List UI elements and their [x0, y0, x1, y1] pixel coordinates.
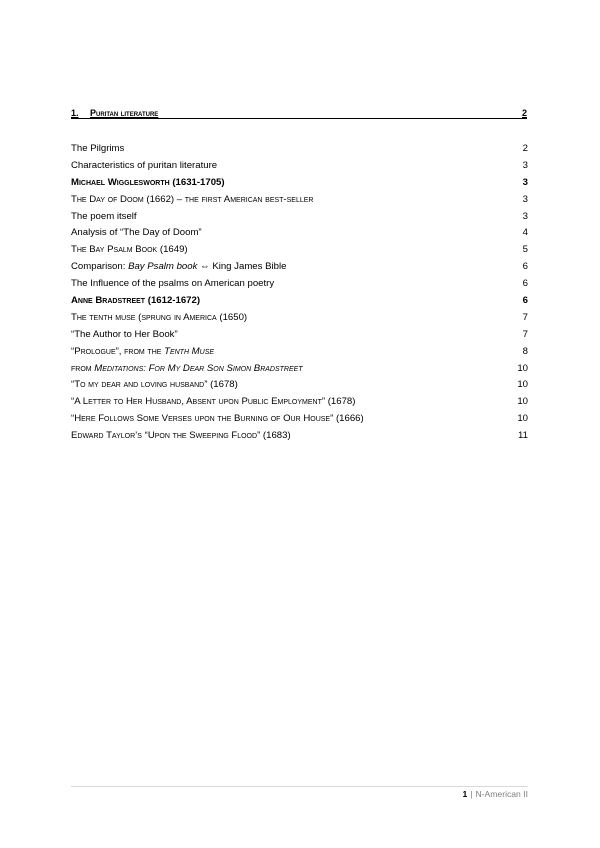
toc-entry-title	[71, 175, 225, 192]
chapter-title: Puritan literature	[90, 108, 159, 118]
toc-entry-page-number: 10	[517, 379, 528, 391]
chapter-number: 1.	[71, 108, 79, 118]
toc-entry-page-number: 3	[522, 193, 528, 205]
toc-entry-title	[71, 276, 274, 293]
toc-entry[interactable]	[71, 344, 528, 361]
toc-entry[interactable]	[71, 141, 528, 158]
toc-entry-page-number: 6	[522, 295, 528, 307]
toc-entry[interactable]	[71, 394, 528, 411]
toc-entry-page-number: 6	[522, 261, 528, 273]
page-footer	[462, 789, 528, 799]
toc-entry-title-part: A Letter to Her Husband, Absent upon Public Employment	[74, 396, 322, 408]
toc-entry-title-part: The poem itself	[71, 210, 137, 222]
toc-entry-title-part: Here Follows Some Verses upon the Burning of Our House	[74, 413, 331, 425]
toc-entry-title	[71, 394, 355, 411]
toc-entry-title-part: The Pilgrims	[71, 143, 125, 154]
toc-entry-title	[71, 344, 214, 361]
toc-entry[interactable]	[71, 361, 528, 378]
toc-entry[interactable]	[71, 276, 528, 293]
toc-entry-title	[71, 411, 364, 428]
toc-entry-title-part: (1662) –	[143, 193, 185, 205]
toc-entry-title	[71, 377, 238, 394]
toc-entry-title-part: “	[71, 396, 75, 408]
toc-entry-title	[71, 259, 286, 276]
toc-entry-page-number: 6	[522, 278, 528, 290]
toc-entry-title	[71, 327, 178, 344]
footer-divider	[71, 786, 528, 787]
toc-entry-title-part: ”,	[115, 345, 125, 357]
toc-entry-title-part: ” (1678)	[321, 396, 356, 408]
toc-entry-title	[71, 158, 217, 175]
toc-entry[interactable]	[71, 293, 528, 310]
toc-entry-title-part: ” (1683)	[257, 430, 291, 442]
toc-entry-title-part: from	[71, 362, 95, 374]
toc-entry-title-part: “	[71, 413, 75, 425]
toc-entry-title-part: (1649)	[157, 244, 188, 256]
toc-entry[interactable]	[71, 192, 528, 209]
toc-entry-title-part: Meditations: For My Dear Son Simon Bradstreet	[94, 362, 303, 374]
toc-entry-title-part: “The Author to Her Book”	[71, 328, 178, 340]
toc-entry-title-part: Upon the Sweeping Flood	[147, 430, 258, 442]
toc-entry[interactable]	[71, 259, 528, 276]
toc-entry-title-part: “	[71, 379, 75, 391]
toc-entry-page-number: 3	[522, 210, 528, 222]
toc-entry-page-number: 4	[522, 227, 528, 239]
toc-entry-title-part: ” (1666)	[330, 413, 364, 425]
toc-entry-title	[71, 293, 200, 310]
toc-entry-title-part: (1612-1672)	[145, 295, 201, 307]
toc-entry-title-part: Comparison:	[71, 261, 129, 273]
toc-entry[interactable]	[71, 411, 528, 428]
toc-entry-title	[71, 141, 124, 158]
toc-entry-title	[71, 225, 202, 242]
footer-course-name: N-American II	[475, 789, 528, 799]
toc-entry-page-number: 10	[517, 413, 528, 425]
toc-entry-page-number: 7	[522, 328, 528, 340]
toc-entry[interactable]	[71, 225, 528, 242]
toc-entry-title-part: the first American best-seller	[184, 193, 314, 205]
toc-entry[interactable]	[71, 428, 528, 445]
toc-entry[interactable]	[71, 209, 528, 226]
toc-entry-title-part: ” (1678)	[204, 379, 238, 391]
toc-entry-title-part: Bay Psalm book	[128, 261, 198, 273]
toc-entry-title-part: ⇔ King James Bible	[197, 261, 287, 273]
toc-entry[interactable]	[71, 242, 528, 259]
toc-entry[interactable]	[71, 175, 528, 192]
toc-entry-title	[71, 361, 303, 378]
toc-entry-title-part: (1631-1705)	[169, 176, 225, 188]
toc-entry-title-part: Edward Taylor’s “	[71, 430, 148, 442]
footer-page-number: 1	[462, 789, 468, 799]
toc-entry-title-part: The Influence of the psalms on American poetry	[71, 278, 275, 290]
toc-entry-page-number: 3	[522, 159, 528, 171]
chapter-page-number: 2	[521, 108, 527, 118]
toc-chapter-heading[interactable]	[71, 108, 527, 119]
toc-entry-page-number: 5	[522, 244, 528, 256]
toc-entry-title-part: Tenth Muse	[164, 345, 215, 357]
toc-entry-title-part: (1650)	[216, 311, 248, 323]
toc-entry-page-number: 3	[522, 176, 528, 188]
table-of-contents	[71, 141, 528, 445]
toc-entry-title	[71, 192, 313, 209]
toc-entry-page-number: 7	[522, 311, 528, 323]
toc-entry-title-part: The Bay Psalm Book	[71, 244, 158, 256]
toc-entry[interactable]	[71, 310, 528, 327]
toc-entry[interactable]	[71, 377, 528, 394]
toc-entry-page-number: 2	[522, 143, 528, 154]
toc-entry-title-part: The Day of Doom	[71, 193, 144, 205]
toc-entry-title-part: “	[71, 345, 75, 357]
toc-entry-title-part: Michael Wigglesworth	[71, 176, 170, 188]
footer-separator: |	[470, 789, 473, 799]
toc-entry-title-part: from the	[124, 345, 165, 357]
toc-entry-title-part: Characteristics of puritan literature	[71, 159, 218, 171]
toc-entry-title-part: Prologue	[74, 345, 116, 357]
toc-entry-title	[71, 242, 188, 259]
toc-entry-title	[71, 428, 291, 445]
toc-entry-title-part: Anne Bradstreet	[71, 295, 146, 307]
toc-entry[interactable]	[71, 158, 528, 175]
toc-entry-title-part: Analysis of “The Day of Doom”	[71, 227, 202, 239]
toc-entry[interactable]	[71, 327, 528, 344]
toc-entry-title-part: The tenth muse (sprung in America	[71, 311, 217, 323]
toc-entry-page-number: 11	[518, 430, 528, 442]
toc-entry-page-number: 10	[517, 362, 528, 374]
toc-entry-title	[71, 209, 137, 226]
toc-entry-title-part: To my dear and loving husband	[74, 379, 205, 391]
toc-entry-title	[71, 310, 247, 327]
toc-entry-page-number: 10	[517, 396, 528, 408]
toc-entry-page-number: 8	[522, 345, 528, 357]
